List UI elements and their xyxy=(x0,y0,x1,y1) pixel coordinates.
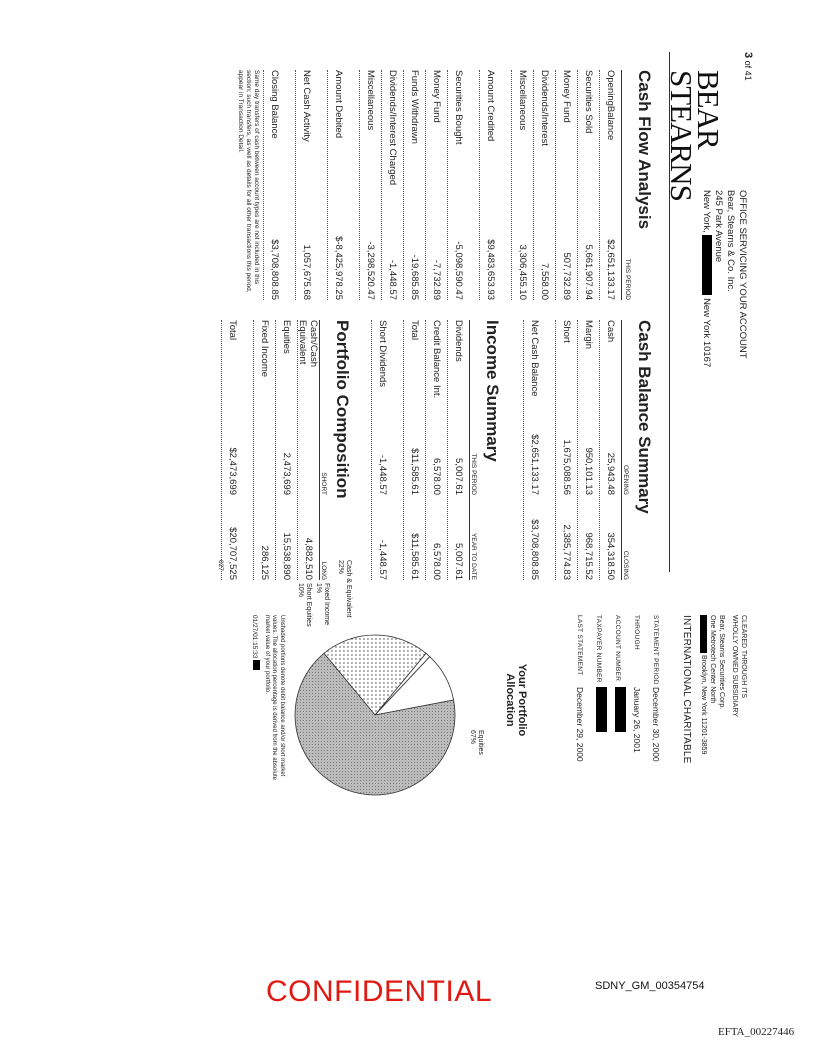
row-value: 15,538,890 xyxy=(281,532,292,580)
income-row xyxy=(447,320,469,580)
account-name: INTERNATIONAL CHARITABLE xyxy=(681,615,692,764)
cash-flow-row xyxy=(381,70,403,300)
income-summary: Income Summary THIS PERIOD YEAR TO DATE Dividends 5,007.61 5,007.61 Credit Balance Int. 6,578.00 6,578.00 Total $11,585.61 $11,585.61 Short Dividends -1,448.57 -1,448.57 xyxy=(371,320,502,580)
row-value: $2,651,133.17 xyxy=(529,434,540,495)
income-title: Income Summary xyxy=(483,320,502,462)
page-number: 3 of 41 xyxy=(742,52,754,81)
redaction-bar xyxy=(596,687,607,732)
pie-label-equities: Equities 67% xyxy=(469,730,484,755)
cash-flow-row xyxy=(327,70,349,300)
row-value: $20,707,525 xyxy=(227,527,238,580)
row-value: -1,448.57 xyxy=(377,454,388,495)
row-value: $-8,425,978.25 xyxy=(333,236,344,300)
row-value: 6,578.00 xyxy=(431,458,442,495)
cash-balance-row xyxy=(599,320,621,580)
row-value: $9,483,653.93 xyxy=(485,239,496,300)
row-value: -1,448.57 xyxy=(387,259,398,300)
row-label: Dividends xyxy=(453,320,464,362)
row-label: Closing Balance xyxy=(269,70,280,139)
redaction-bar xyxy=(700,615,707,653)
row-label: Money Fund xyxy=(561,70,572,123)
row-label: Cash/Cash Equivalent xyxy=(297,320,320,367)
cash-flow-row xyxy=(263,70,285,300)
bear-stearns-logo: BEAR STEARNS xyxy=(664,70,726,201)
cash-flow-row xyxy=(577,70,599,300)
cash-flow-row xyxy=(479,70,501,300)
row-label: Amount Debited xyxy=(333,70,344,139)
income-row xyxy=(371,320,393,580)
cash-flow-row xyxy=(511,70,533,300)
row-label: Fixed Income xyxy=(259,320,270,378)
allocation-footnote: Unshaded portions denote debit balance and/or short market values. The allocation percentage is derived from the absolute market value of your portfolio. xyxy=(264,615,285,780)
row-label: Margin xyxy=(583,320,594,350)
row-label: Net Cash Balance xyxy=(529,320,540,397)
pie-label-fixed: Fixed Income 1% xyxy=(315,583,330,626)
timestamp: 01/27/01:15:33 xyxy=(251,615,260,670)
pie-svg xyxy=(280,605,470,805)
cash-flow-row xyxy=(403,70,425,300)
row-label: Dividends/Interest xyxy=(539,70,550,147)
statement-page xyxy=(150,40,770,890)
row-label: Total xyxy=(409,320,420,341)
efta-number: EFTA_00227446 xyxy=(718,1026,795,1038)
portfolio-row xyxy=(221,320,243,580)
pie-label-short: Short Equities 10% xyxy=(297,583,312,627)
cash-balance-row xyxy=(577,320,599,580)
cash-balance-title: Cash Balance Summary xyxy=(635,320,654,514)
cash-balance-summary: Cash Balance Summary OPENING CLOSING Cash 25,943.48 354,318.50 Margin 950,101.13 968,715.52 Short 1,675,088.56 2,385,774.83 Net Cash Balance $2,651,133.17 $3,708,808.85 xyxy=(523,320,654,580)
row-label: Net Cash Activity xyxy=(301,70,312,142)
row-value: $11,585.61 xyxy=(409,533,420,580)
cash-flow-row xyxy=(295,70,317,300)
row-value: 286,125 xyxy=(259,545,270,580)
row-label: Equities xyxy=(281,320,292,354)
cash-flow-row xyxy=(555,70,577,300)
cash-flow-row xyxy=(533,70,555,300)
row-label: Credit Balance Int. xyxy=(431,320,442,399)
row-label: Short xyxy=(561,320,572,343)
cash-balance-row xyxy=(523,320,545,580)
row-label: Securities Sold xyxy=(583,70,594,134)
row-value: -1,448.57 xyxy=(377,539,388,580)
row-value: $3,708,808.85 xyxy=(269,239,280,300)
row-label: Dividends/Interest Charged xyxy=(387,70,398,186)
row-label: Short Dividends xyxy=(377,320,388,388)
statement-details: STATEMENT PERIOD December 30, 2000 THROUGH January 26, 2001 ACCOUNT NUMBER TAXPAYER NUMBER LAST STATEMENT December 29, 2000 xyxy=(575,615,661,762)
allocation-title: Your Portfolio Allocation xyxy=(504,663,528,737)
row-value: $2,473,699 xyxy=(227,447,238,495)
row-value: -7,732.89 xyxy=(431,259,442,300)
row-value: 1,675,088.56 xyxy=(561,439,572,495)
row-value: -5,098,590.47 xyxy=(453,241,464,300)
row-value: -19,685.85 xyxy=(409,254,420,300)
row-value: 4,882,510 xyxy=(303,537,314,580)
row-value: 5,661,907.94 xyxy=(583,244,594,300)
row-value: 5,007.61 xyxy=(453,543,464,580)
cash-flow-note: Same day transfers of cash between account types are not included in this section; such transfers, as well as details for all other transactions this period, appear in Transaction Detail. xyxy=(237,70,260,293)
cash-balance-row xyxy=(555,320,577,580)
header-rule xyxy=(669,52,670,572)
row-label: Money Fund xyxy=(431,70,442,123)
row-label: Amount Credited xyxy=(485,70,496,142)
page-code: 027 xyxy=(217,560,224,571)
income-row xyxy=(425,320,447,580)
cash-flow-title: Cash Flow Analysis xyxy=(635,70,654,230)
row-value: 6,578.00 xyxy=(431,543,442,580)
bates-number: SDNY_GM_00354754 xyxy=(595,980,705,992)
cash-flow-row xyxy=(359,70,381,300)
portfolio-composition: Portfolio Composition SHORT LONG Cash/Cash Equivalent 4,882,510 Equities 2,473,699 15,538,890 Fixed Income 286,125 Total $2,473,699 $20,707,525 xyxy=(221,320,352,580)
portfolio-table xyxy=(221,320,319,580)
row-value: 5,007.61 xyxy=(453,458,464,495)
portfolio-row xyxy=(253,320,275,580)
row-value: 2,473,699 xyxy=(281,452,292,495)
row-value: 1,057,675.68 xyxy=(301,244,312,300)
row-label: Total xyxy=(227,320,238,341)
cash-flow-table: THIS PERIOD OpeningBalance $2,651,133.17 Securities Sold 5,661,907.94 Money Fund 507,732.89 Dividends/Interest 7,558.00 Miscellaneous 3,306,455.10 Amount Credited $9,483,653.93 Securities Bought -5,098,590.47 Money Fund -7,732.89 Funds Withdrawn -19,685.85 Dividends/Interest Charged -1,448.57 Miscellaneous -3,298,520.47 Amount Debited $-8,425,978.25 Net Cash Activity 1,057,675.68 Closing Balance $3,708,808.85 xyxy=(263,70,634,300)
row-value: $3,708,808.85 xyxy=(529,519,540,580)
portfolio-title: Portfolio Composition xyxy=(333,320,352,499)
row-value: $2,651,133.17 xyxy=(605,239,616,300)
income-row xyxy=(403,320,425,580)
row-value: 3,306,455.10 xyxy=(517,244,528,300)
row-label: Securities Bought xyxy=(453,70,464,145)
portfolio-row xyxy=(275,320,297,580)
row-value: 507,732.89 xyxy=(561,252,572,300)
row-value: $11,585.61 xyxy=(409,448,420,495)
row-label: Miscellaneous xyxy=(517,70,528,131)
clearing-info: CLEARED THROUGH ITS WHOLLY OWNED SUBSIDIARY Bear, Stearns Securities Corp. One Metrotech Center North Brooklyn, New York 11201-3859 xyxy=(700,615,747,755)
row-value: 2,385,774.83 xyxy=(561,524,572,580)
row-value: 354,318.50 xyxy=(605,532,616,580)
row-value: -3,298,520.47 xyxy=(365,241,376,300)
row-value: 25,943.48 xyxy=(605,452,616,495)
portfolio-row xyxy=(297,320,319,580)
office-address: OFFICE SERVICING YOUR ACCOUNT Bear, Stearns & Co. Inc. 245 Park Avenue New York, New York 10167 xyxy=(701,190,748,368)
cash-flow-analysis xyxy=(236,70,654,300)
income-table xyxy=(371,320,469,580)
row-value: 7,558.00 xyxy=(539,263,550,300)
row-label: Miscellaneous xyxy=(365,70,376,131)
cash-flow-row xyxy=(447,70,469,300)
pie-label-cash: Cash & Equivalent 22% xyxy=(337,560,352,618)
redaction-bar xyxy=(702,235,712,295)
cash-balance-table xyxy=(523,320,621,580)
row-label: Funds Withdrawn xyxy=(409,70,420,144)
cash-flow-row xyxy=(599,70,621,300)
row-label: OpeningBalance xyxy=(605,70,616,141)
redaction-bar xyxy=(253,660,260,670)
row-value: 968,715.52 xyxy=(583,532,594,580)
redaction-bar xyxy=(615,687,626,732)
row-value: 950,101.13 xyxy=(583,447,594,495)
row-label: Cash xyxy=(605,320,616,343)
cash-flow-row xyxy=(425,70,447,300)
confidential-stamp: CONFIDENTIAL xyxy=(266,975,493,1008)
